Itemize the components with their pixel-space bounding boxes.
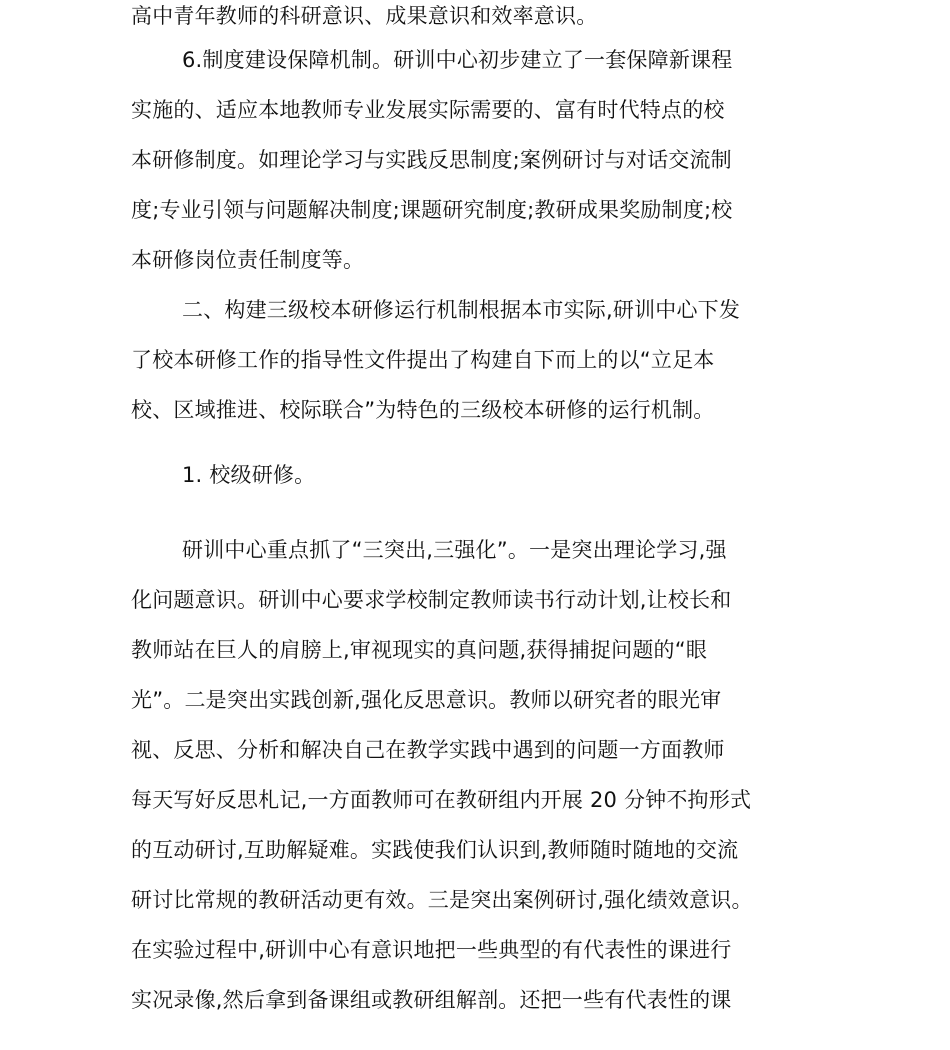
text-line: 度;专业引领与问题解决制度;课题研究制度;教研成果奖励制度;校 — [131, 198, 733, 222]
section-heading: 1. 校级研修。 — [182, 463, 316, 487]
text-line: 高中青年教师的科研意识、成果意识和效率意识。 — [131, 4, 598, 28]
text-line: 在实验过程中,研训中心有意识地把一些典型的有代表性的课进行 — [131, 938, 732, 962]
text-line: 研讨比常规的教研活动更有效。三是突出案例研讨,强化绩效意识。 — [131, 888, 753, 912]
text-line: 二、构建三级校本研修运行机制根据本市实际,研训中心下发 — [182, 298, 741, 322]
text-line: 本研修岗位责任制度等。 — [131, 248, 365, 272]
text-line: 每天写好反思札记,一方面教师可在教研组内开展 20 分钟不拘形式 — [131, 788, 752, 812]
text-line: 实施的、适应本地教师专业发展实际需要的、富有时代特点的校 — [131, 98, 725, 122]
text-line: 6.制度建设保障机制。研训中心初步建立了一套保障新课程 — [182, 48, 733, 72]
text-line: 视、反思、分析和解决自己在教学实践中遇到的问题一方面教师 — [131, 738, 725, 762]
text-line: 校、区域推进、校际联合”为特色的三级校本研修的运行机制。 — [131, 398, 715, 422]
text-line: 光”。二是突出实践创新,强化反思意识。教师以研究者的眼光审 — [131, 688, 722, 712]
text-line: 了校本研修工作的指导性文件提出了构建自下而上的以“立足本 — [131, 348, 715, 372]
text-line: 研训中心重点抓了“三突出,三强化”。一是突出理论学习,强 — [182, 538, 727, 562]
text-line: 教师站在巨人的肩膀上,审视现实的真问题,获得捕捉问题的“眼 — [131, 638, 708, 662]
text-line: 化问题意识。研训中心要求学校制定教师读书行动计划,让校长和 — [131, 588, 732, 612]
text-line: 的互动研讨,互助解疑难。实践使我们认识到,教师随时随地的交流 — [131, 838, 739, 862]
text-line: 本研修制度。如理论学习与实践反思制度;案例研讨与对话交流制 — [131, 148, 732, 172]
text-line: 实况录像,然后拿到备课组或教研组解剖。还把一些有代表性的课 — [131, 988, 732, 1012]
